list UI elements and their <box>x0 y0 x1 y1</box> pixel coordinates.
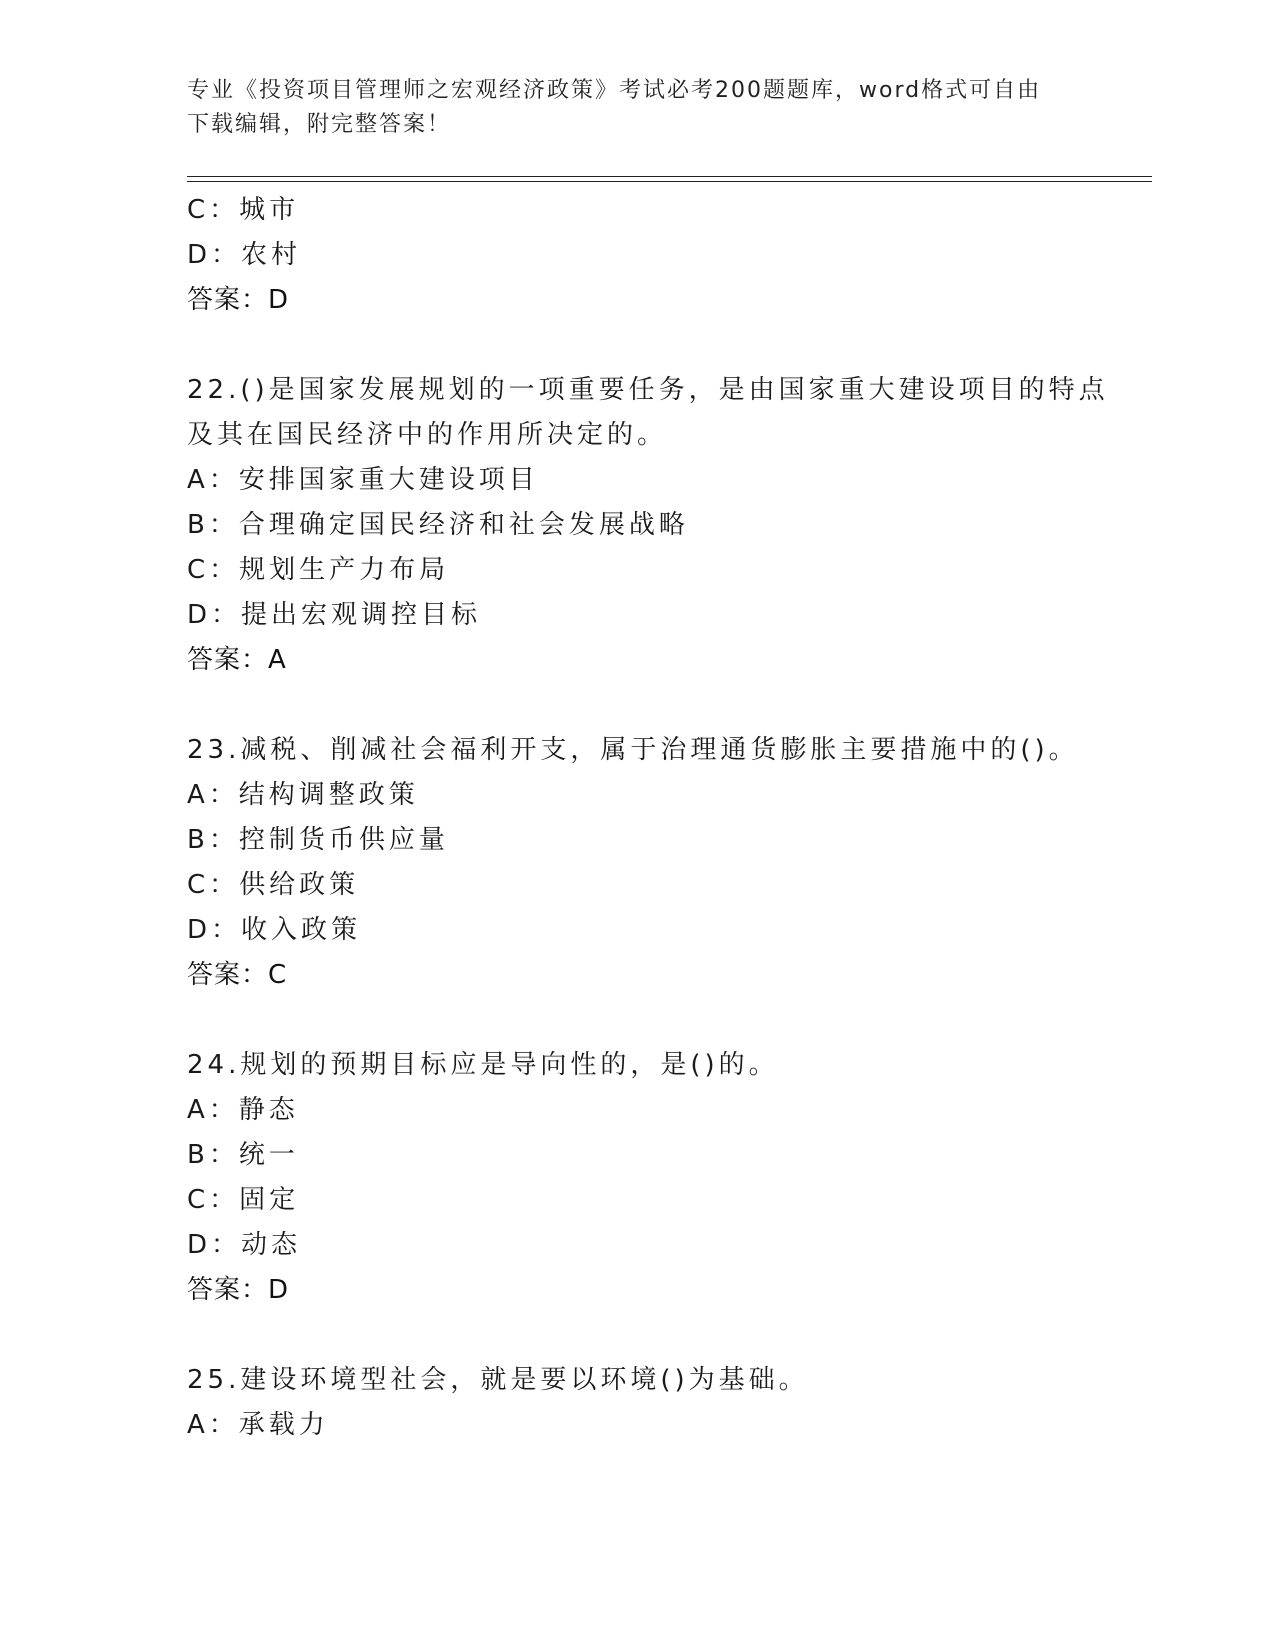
q23-option-c: C：供给政策 <box>187 870 360 900</box>
q23-option-d: D：收入政策 <box>187 915 362 945</box>
q24-option-b: B：统一 <box>187 1140 299 1170</box>
q22-stem-line-2: 及其在国民经济中的作用所决定的。 <box>187 420 668 450</box>
header-divider-bottom <box>187 181 1152 182</box>
q23-option-a: A：结构调整政策 <box>187 780 419 810</box>
q24-option-c: C：固定 <box>187 1185 300 1215</box>
q22-option-a: A：安排国家重大建设项目 <box>187 465 539 495</box>
q22-option-c: C：规划生产力布局 <box>187 555 450 585</box>
q24-option-d: D：动态 <box>187 1230 302 1260</box>
q21-option-c: C：城市 <box>187 195 300 225</box>
q21-answer: 答案：D <box>187 285 290 315</box>
q22-option-d: D：提出宏观调控目标 <box>187 600 482 630</box>
q25-option-a: A：承载力 <box>187 1410 329 1440</box>
q22-stem-line-1: 22.()是国家发展规划的一项重要任务，是由国家重大建设项目的特点 <box>187 375 1109 405</box>
q25-stem: 25.建设环境型社会，就是要以环境()为基础。 <box>187 1365 809 1395</box>
q23-option-b: B：控制货币供应量 <box>187 825 449 855</box>
document-header <box>187 74 1087 142</box>
q23-stem: 23.减税、削减社会福利开支，属于治理通货膨胀主要措施中的()。 <box>187 735 1079 765</box>
q24-answer: 答案：D <box>187 1275 290 1305</box>
header-divider-top <box>187 176 1152 177</box>
header-line-2: 下载编辑，附完整答案！ <box>187 112 452 137</box>
header-line-1: 专业《投资项目管理师之宏观经济政策》考试必考200题题库，word格式可自由 <box>187 78 1042 103</box>
q22-option-b: B：合理确定国民经济和社会发展战略 <box>187 510 689 540</box>
q21-option-d: D：农村 <box>187 240 302 270</box>
q22-answer: 答案：A <box>187 645 287 675</box>
q24-stem: 24.规划的预期目标应是导向性的，是()的。 <box>187 1050 779 1080</box>
q23-answer: 答案：C <box>187 960 288 990</box>
q24-option-a: A：静态 <box>187 1095 299 1125</box>
